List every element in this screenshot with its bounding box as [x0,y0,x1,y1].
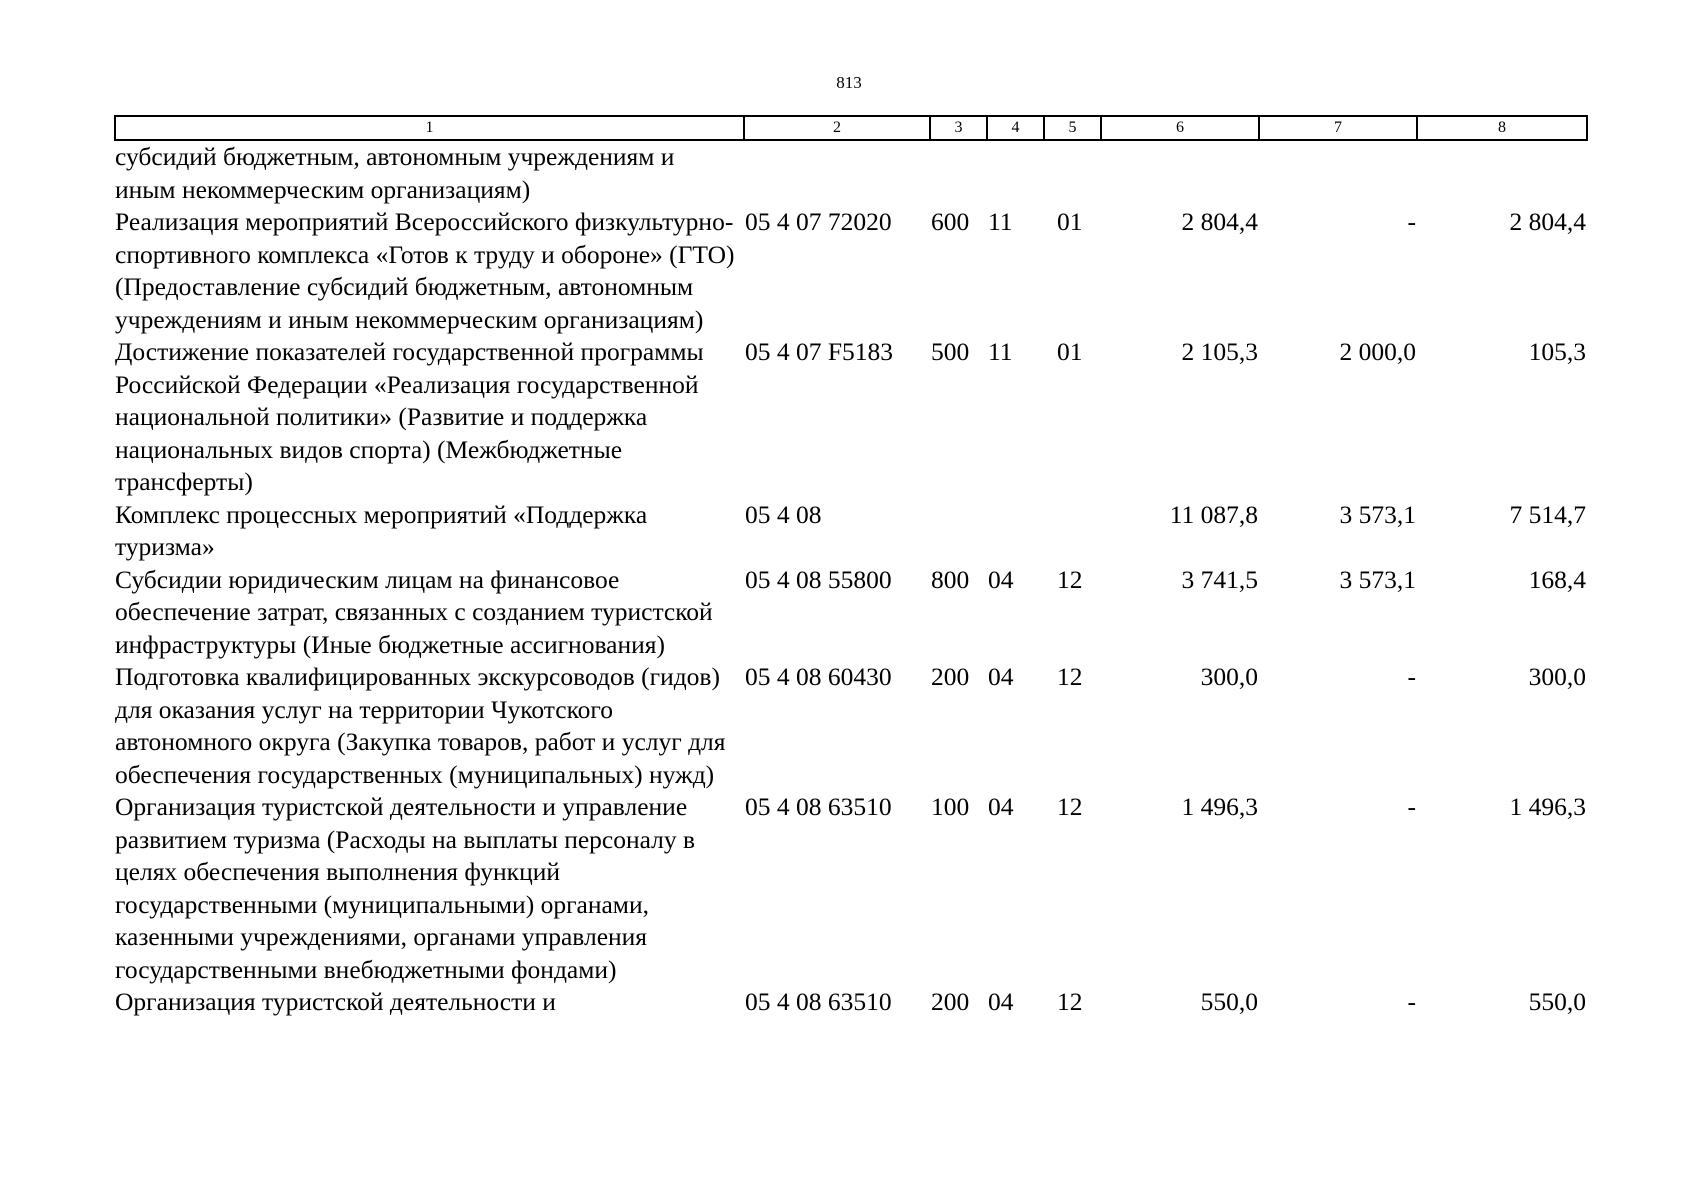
column-header-1: 1 [115,116,744,140]
row-col-5: 01 [1057,337,1083,366]
row-col-3: 800 [931,564,970,594]
budget-table [114,115,1588,1019]
row-col-7: 3 573,1 [1339,499,1416,529]
row-col-6: 550,0 [1200,987,1258,1016]
row-col-8: 7 514,7 [1509,499,1586,529]
row-col-6: 300,0 [1200,662,1258,691]
table-row [115,986,1587,1019]
row-col-6: 2 105,3 [1181,337,1258,366]
row-col-5: 12 [1057,564,1083,594]
row-col-7: - [1407,987,1416,1016]
row-col-4: 04 [988,987,1014,1016]
row-code: 05 4 08 [745,499,822,529]
row-name: Субсидии юридическим лицам на финансовое обеспечение затрат, связанных с созданием туристской инфраструктуры (Иные бюджетные ассигнования) [115,564,713,659]
row-col-6 [1101,140,1259,206]
row-col-5 [1044,140,1101,206]
row-col-7: 2 000,0 [1339,337,1416,366]
row-col-3: 200 [931,987,970,1016]
table-body [115,140,1587,1019]
row-code: 05 4 08 63510 [745,987,892,1016]
row-name: Комплекс процессных мероприятий «Поддержка туризма» [115,499,648,561]
row-col-4 [987,140,1044,206]
row-col-3: 200 [931,662,970,691]
table-row [115,206,1587,336]
row-col-7: 3 573,1 [1339,564,1416,594]
row-col-7: - [1407,792,1416,821]
row-col-4: 11 [988,207,1013,236]
row-code: 05 4 08 60430 [745,662,892,691]
column-header-6: 6 [1101,116,1259,140]
row-col-8 [1417,140,1587,206]
row-col-6: 2 804,4 [1181,207,1258,236]
column-header-3: 3 [930,116,987,140]
table-row [115,336,1587,499]
row-col-8: 550,0 [1528,987,1586,1016]
row-col-3: 500 [931,337,970,366]
row-col-8: 168,4 [1528,564,1586,594]
column-header-4: 4 [987,116,1044,140]
row-col-6: 11 087,8 [1169,499,1258,529]
column-header-5: 5 [1044,116,1101,140]
table-row [115,140,1587,206]
table-row [115,661,1587,791]
row-col-7 [1259,140,1417,206]
row-name: Реализация мероприятий Всероссийского физкультурно-спортивного комплекса «Готов к труду и обороне» (ГТО) (Предоставление субсидий бюджетным, автономным учреждениям и иным некоммерческим организациям) [115,207,735,334]
row-col-3: 600 [931,207,970,236]
row-col-6: 1 496,3 [1181,792,1258,821]
column-number-row [115,116,1587,140]
table-header [115,116,1587,140]
column-header-8: 8 [1417,116,1587,140]
row-code [744,140,930,206]
table-row [115,564,1587,662]
row-col-4: 11 [988,337,1013,366]
row-name: Достижение показателей государственной программы Российской Федерации «Реализация государственной национальной политики» (Развитие и поддержка национальных видов спорта) (Межбюджетные трансферты) [115,337,704,496]
row-col-3: 100 [931,792,970,821]
row-col-5: 12 [1057,987,1083,1016]
row-name: Организация туристской деятельности и [115,987,556,1016]
row-col-5 [1044,499,1101,564]
row-col-8: 1 496,3 [1509,792,1586,821]
row-col-8: 300,0 [1528,662,1586,691]
row-col-5: 12 [1057,792,1083,821]
row-col-4: 04 [988,564,1014,594]
column-header-7: 7 [1259,116,1417,140]
row-code: 05 4 08 55800 [745,564,892,594]
row-col-4 [987,499,1044,564]
row-col-8: 2 804,4 [1509,207,1586,236]
row-col-5: 01 [1057,207,1083,236]
row-name: Подготовка квалифицированных экскурсоводов (гидов) для оказания услуг на территории Чукотского автономного округа (Закупка товаров, работ и услуг для обеспечения государственных (муниципальных) нужд) [115,662,726,789]
row-col-8: 105,3 [1528,337,1586,366]
table-row [115,791,1587,986]
column-header-2: 2 [744,116,930,140]
row-name: субсидий бюджетным, автономным учреждениям и иным некоммерческим организациям) [115,142,675,204]
row-col-6: 3 741,5 [1181,564,1258,594]
row-col-4: 04 [988,662,1014,691]
page-number: 813 [836,73,862,92]
row-code: 05 4 07 F5183 [745,337,894,366]
row-col-5: 12 [1057,662,1083,691]
row-col-3 [930,140,987,206]
row-name: Организация туристской деятельности и управление развитием туризма (Расходы на выплаты персоналу в целях обеспечения выполнения функций государственными (муниципальными) органами, казенными учреждениями, органами управления государственными внебюджетными фондами) [115,792,696,984]
row-code: 05 4 08 63510 [745,792,892,821]
row-col-3 [930,499,987,564]
row-col-4: 04 [988,792,1014,821]
row-col-7: - [1407,207,1416,236]
row-code: 05 4 07 72020 [745,207,892,236]
table-row [115,499,1587,564]
row-col-7: - [1407,662,1416,691]
